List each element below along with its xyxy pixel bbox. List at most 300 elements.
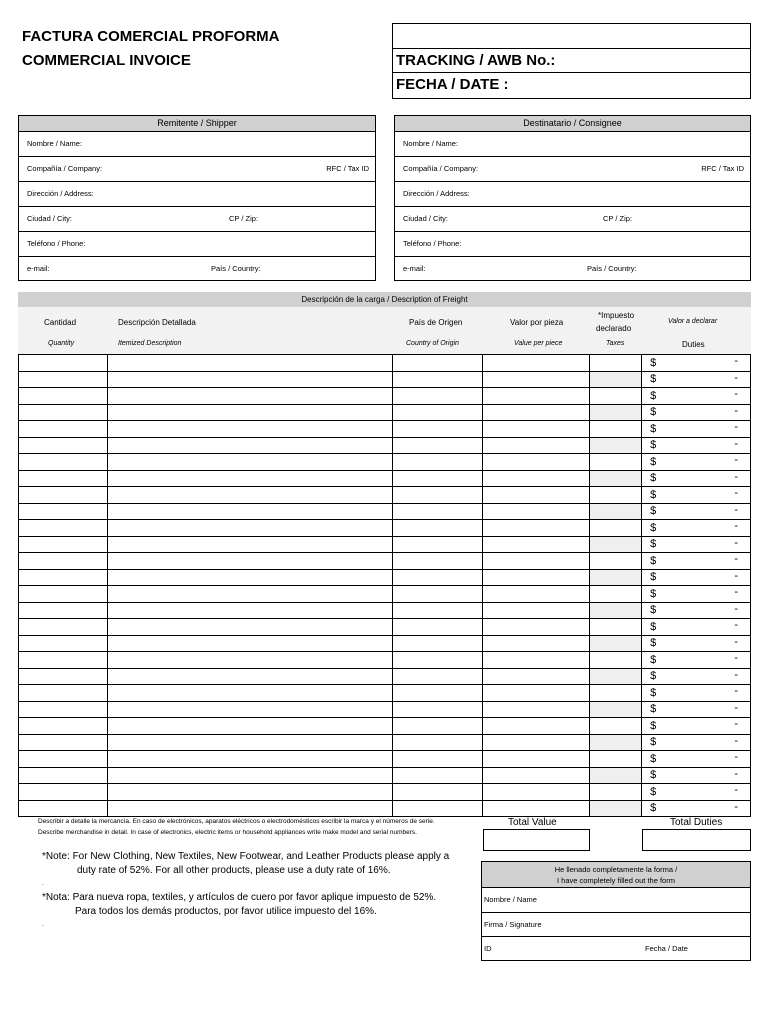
qty-cell[interactable] — [19, 520, 108, 537]
tax-cell[interactable] — [590, 668, 642, 685]
freight-row — [19, 751, 751, 768]
duty-cell[interactable] — [642, 470, 751, 487]
consignee-email-label: e-mail: — [403, 264, 426, 273]
tax-cell[interactable] — [590, 371, 642, 388]
desc-cell[interactable] — [107, 701, 393, 718]
duty-cell[interactable] — [642, 619, 751, 636]
currency-symbol: $ — [650, 406, 657, 419]
shipper-company-field[interactable] — [19, 156, 375, 181]
duty-cell[interactable] — [642, 800, 751, 817]
freight-row — [19, 553, 751, 570]
col-tax-es-2: declarado — [596, 324, 632, 333]
duty-value: - — [734, 569, 738, 582]
origin-cell[interactable] — [393, 652, 483, 669]
date-label[interactable]: FECHA / DATE : — [396, 76, 509, 93]
tax-cell[interactable] — [590, 652, 642, 669]
col-value-es: Valor por pieza — [510, 318, 564, 327]
currency-symbol: $ — [650, 373, 657, 386]
qty-cell[interactable] — [19, 470, 108, 487]
freight-row — [19, 668, 751, 685]
duty-value: - — [734, 371, 738, 384]
value-cell[interactable] — [483, 668, 590, 685]
origin-cell[interactable] — [393, 421, 483, 438]
sign-signature-field[interactable] — [482, 912, 750, 936]
tax-cell[interactable] — [590, 784, 642, 801]
duty-cell[interactable] — [642, 388, 751, 405]
qty-cell[interactable] — [19, 586, 108, 603]
tax-cell[interactable] — [590, 355, 642, 372]
origin-cell[interactable] — [393, 586, 483, 603]
value-cell[interactable] — [483, 503, 590, 520]
currency-symbol: $ — [650, 686, 657, 699]
sign-name-field[interactable] — [482, 887, 750, 912]
freight-row — [19, 569, 751, 586]
currency-symbol: $ — [650, 538, 657, 551]
currency-symbol: $ — [650, 653, 657, 666]
consignee-email-field[interactable] — [395, 256, 750, 281]
consignee-address-field[interactable] — [395, 181, 750, 206]
currency-symbol: $ — [650, 736, 657, 749]
value-cell[interactable] — [483, 734, 590, 751]
tax-cell[interactable] — [590, 520, 642, 537]
origin-cell[interactable] — [393, 404, 483, 421]
desc-cell[interactable] — [107, 437, 393, 454]
duty-value: - — [734, 355, 738, 367]
value-cell[interactable] — [483, 586, 590, 603]
currency-symbol: $ — [650, 505, 657, 518]
qty-cell[interactable] — [19, 437, 108, 454]
qty-cell[interactable] — [19, 355, 108, 372]
tax-cell[interactable] — [590, 388, 642, 405]
qty-cell[interactable] — [19, 800, 108, 817]
value-cell[interactable] — [483, 536, 590, 553]
desc-cell[interactable] — [107, 421, 393, 438]
shipper-name-label: Nombre / Name: — [27, 139, 83, 148]
freight-row — [19, 718, 751, 735]
origin-cell[interactable] — [393, 520, 483, 537]
currency-symbol: $ — [650, 422, 657, 435]
origin-cell[interactable] — [393, 487, 483, 504]
note-en-line1: *Note: For New Clothing, New Textiles, New Footwear, and Leather Products please apply a — [42, 851, 450, 862]
qty-cell[interactable] — [19, 718, 108, 735]
desc-cell[interactable] — [107, 652, 393, 669]
desc-cell[interactable] — [107, 355, 393, 372]
duty-cell[interactable] — [642, 421, 751, 438]
freight-row — [19, 437, 751, 454]
duty-cell[interactable] — [642, 454, 751, 471]
origin-cell[interactable] — [393, 635, 483, 652]
qty-cell[interactable] — [19, 454, 108, 471]
value-cell[interactable] — [483, 371, 590, 388]
currency-symbol: $ — [650, 670, 657, 683]
qty-cell[interactable] — [19, 751, 108, 768]
sign-signature-label: Firma / Signature — [484, 920, 542, 929]
value-cell[interactable] — [483, 652, 590, 669]
freight-row — [19, 734, 751, 751]
origin-cell[interactable] — [393, 800, 483, 817]
tax-cell[interactable] — [590, 800, 642, 817]
duty-cell[interactable] — [642, 586, 751, 603]
origin-cell[interactable] — [393, 718, 483, 735]
freight-row — [19, 520, 751, 537]
duty-value: - — [734, 767, 738, 780]
qty-cell[interactable] — [19, 652, 108, 669]
duty-value: - — [734, 701, 738, 714]
duty-value: - — [734, 602, 738, 615]
qty-cell[interactable] — [19, 635, 108, 652]
qty-cell[interactable] — [19, 487, 108, 504]
duty-value: - — [734, 586, 738, 598]
origin-cell[interactable] — [393, 767, 483, 784]
origin-cell[interactable] — [393, 503, 483, 520]
freight-row — [19, 388, 751, 405]
shipper-country-label: País / Country: — [211, 264, 261, 273]
note-es-line2: Para todos los demás productos, por favor utilice impuesto del 16%. — [75, 906, 377, 917]
freight-title: Descripción de la carga / Description of Freight — [18, 292, 751, 307]
value-cell[interactable] — [483, 454, 590, 471]
desc-cell[interactable] — [107, 734, 393, 751]
sign-id-field[interactable] — [482, 936, 750, 960]
consignee-city-field[interactable] — [395, 206, 750, 231]
shipper-name-field[interactable] — [19, 131, 375, 156]
origin-cell[interactable] — [393, 355, 483, 372]
tax-cell[interactable] — [590, 503, 642, 520]
value-cell[interactable] — [483, 635, 590, 652]
total-value-label: Total Value — [508, 817, 557, 828]
total-duties-label: Total Duties — [670, 817, 723, 828]
col-tax-es-1: *Impuesto — [598, 311, 635, 320]
duty-cell[interactable] — [642, 751, 751, 768]
consignee-taxid-label: RFC / Tax ID — [701, 164, 744, 173]
shipper-company-label: Compañía / Company: — [27, 164, 103, 173]
duty-cell[interactable] — [642, 569, 751, 586]
duty-value: - — [734, 437, 738, 450]
tax-cell[interactable] — [590, 718, 642, 735]
duty-cell[interactable] — [642, 520, 751, 537]
shipper-phone-label: Teléfono / Phone: — [27, 239, 86, 248]
consignee-company-field[interactable] — [395, 156, 750, 181]
shipper-city-label: Ciudad / City: — [27, 214, 73, 223]
desc-cell[interactable] — [107, 487, 393, 504]
sign-id-label: ID — [484, 944, 492, 953]
value-cell[interactable] — [483, 701, 590, 718]
origin-cell[interactable] — [393, 602, 483, 619]
qty-cell[interactable] — [19, 388, 108, 405]
freight-row — [19, 470, 751, 487]
duty-value: - — [734, 619, 738, 631]
duty-cell[interactable] — [642, 685, 751, 702]
duty-cell[interactable] — [642, 734, 751, 751]
duty-cell[interactable] — [642, 602, 751, 619]
tax-cell[interactable] — [590, 553, 642, 570]
currency-symbol: $ — [650, 637, 657, 650]
freight-row — [19, 503, 751, 520]
value-cell[interactable] — [483, 800, 590, 817]
sign-title-2: I have completely filled out the form — [557, 876, 675, 885]
col-origin-en: Country of Origin — [406, 340, 459, 347]
consignee-name-label: Nombre / Name: — [403, 139, 459, 148]
currency-symbol: $ — [650, 752, 657, 765]
tracking-blank-field[interactable] — [393, 24, 750, 49]
sign-date-label: Fecha / Date — [645, 944, 688, 953]
currency-symbol: $ — [650, 488, 657, 501]
desc-cell[interactable] — [107, 784, 393, 801]
duty-cell[interactable] — [642, 701, 751, 718]
desc-cell[interactable] — [107, 536, 393, 553]
signature-box — [481, 861, 751, 961]
origin-cell[interactable] — [393, 734, 483, 751]
freight-row — [19, 602, 751, 619]
desc-cell[interactable] — [107, 569, 393, 586]
desc-cell[interactable] — [107, 404, 393, 421]
qty-cell[interactable] — [19, 685, 108, 702]
tracking-label[interactable]: TRACKING / AWB No.: — [393, 49, 750, 73]
consignee-phone-field[interactable] — [395, 231, 750, 256]
currency-symbol: $ — [650, 455, 657, 468]
tax-cell[interactable] — [590, 602, 642, 619]
freight-row — [19, 767, 751, 784]
tax-cell[interactable] — [590, 487, 642, 504]
qty-cell[interactable] — [19, 668, 108, 685]
duty-value: - — [734, 734, 738, 747]
duty-value: - — [734, 470, 738, 483]
consignee-phone-label: Teléfono / Phone: — [403, 239, 462, 248]
origin-cell[interactable] — [393, 470, 483, 487]
note-dot-2: . — [42, 921, 44, 928]
shipper-box — [18, 115, 376, 281]
desc-cell[interactable] — [107, 718, 393, 735]
duty-value: - — [734, 536, 738, 549]
qty-cell[interactable] — [19, 734, 108, 751]
value-cell[interactable] — [483, 553, 590, 570]
value-cell[interactable] — [483, 767, 590, 784]
shipper-address-field[interactable] — [19, 181, 375, 206]
freight-row — [19, 635, 751, 652]
col-tax-en: Taxes — [606, 340, 625, 347]
desc-cell[interactable] — [107, 668, 393, 685]
duty-cell[interactable] — [642, 371, 751, 388]
shipper-email-label: e-mail: — [27, 264, 50, 273]
tax-cell[interactable] — [590, 470, 642, 487]
qty-cell[interactable] — [19, 701, 108, 718]
qty-cell[interactable] — [19, 421, 108, 438]
duty-cell[interactable] — [642, 404, 751, 421]
desc-cell[interactable] — [107, 602, 393, 619]
currency-symbol: $ — [650, 356, 657, 369]
desc-cell[interactable] — [107, 520, 393, 537]
currency-symbol: $ — [650, 802, 657, 815]
freight-row — [19, 701, 751, 718]
desc-cell[interactable] — [107, 619, 393, 636]
value-cell[interactable] — [483, 520, 590, 537]
note-dot-1: . — [42, 880, 44, 887]
duty-cell[interactable] — [642, 784, 751, 801]
origin-cell[interactable] — [393, 553, 483, 570]
qty-cell[interactable] — [19, 619, 108, 636]
origin-cell[interactable] — [393, 701, 483, 718]
duty-cell[interactable] — [642, 718, 751, 735]
origin-cell[interactable] — [393, 454, 483, 471]
total-value-field[interactable] — [483, 829, 590, 851]
qty-cell[interactable] — [19, 371, 108, 388]
currency-symbol: $ — [650, 472, 657, 485]
freight-row — [19, 404, 751, 421]
duty-cell[interactable] — [642, 503, 751, 520]
title-en: COMMERCIAL INVOICE — [22, 52, 191, 69]
consignee-title: Destinatario / Consignee — [395, 116, 750, 131]
value-cell[interactable] — [483, 437, 590, 454]
desc-cell[interactable] — [107, 470, 393, 487]
origin-cell[interactable] — [393, 388, 483, 405]
duty-cell[interactable] — [642, 355, 751, 372]
desc-cell[interactable] — [107, 553, 393, 570]
desc-cell[interactable] — [107, 800, 393, 817]
duty-value: - — [734, 404, 738, 417]
origin-cell[interactable] — [393, 371, 483, 388]
qty-cell[interactable] — [19, 553, 108, 570]
duty-value: - — [734, 421, 738, 433]
consignee-address-label: Dirección / Address: — [403, 189, 470, 198]
title-es: FACTURA COMERCIAL PROFORMA — [22, 28, 280, 45]
freight-row — [19, 454, 751, 471]
currency-symbol: $ — [650, 769, 657, 782]
duty-value: - — [734, 784, 738, 796]
col-qty-es: Cantidad — [44, 318, 77, 327]
desc-cell[interactable] — [107, 685, 393, 702]
qty-cell[interactable] — [19, 784, 108, 801]
duty-cell[interactable] — [642, 652, 751, 669]
qty-cell[interactable] — [19, 767, 108, 784]
duty-value: - — [734, 454, 738, 466]
origin-cell[interactable] — [393, 619, 483, 636]
value-cell[interactable] — [483, 784, 590, 801]
shipper-city-field[interactable] — [19, 206, 375, 231]
duty-cell[interactable] — [642, 553, 751, 570]
value-cell[interactable] — [483, 602, 590, 619]
tax-cell[interactable] — [590, 751, 642, 768]
currency-symbol: $ — [650, 604, 657, 617]
tax-cell[interactable] — [590, 454, 642, 471]
freight-row — [19, 652, 751, 669]
consignee-name-field[interactable] — [395, 131, 750, 156]
desc-cell[interactable] — [107, 586, 393, 603]
tax-cell[interactable] — [590, 619, 642, 636]
duty-cell[interactable] — [642, 668, 751, 685]
value-cell[interactable] — [483, 718, 590, 735]
freight-table — [18, 354, 751, 817]
origin-cell[interactable] — [393, 668, 483, 685]
duty-cell[interactable] — [642, 536, 751, 553]
currency-symbol: $ — [650, 719, 657, 732]
freight-row — [19, 586, 751, 603]
shipper-email-field[interactable] — [19, 256, 375, 281]
shipper-zip-label: CP / Zip: — [229, 214, 259, 223]
origin-cell[interactable] — [393, 784, 483, 801]
origin-cell[interactable] — [393, 751, 483, 768]
value-cell[interactable] — [483, 470, 590, 487]
qty-cell[interactable] — [19, 536, 108, 553]
origin-cell[interactable] — [393, 437, 483, 454]
value-cell[interactable] — [483, 355, 590, 372]
tax-cell[interactable] — [590, 437, 642, 454]
shipper-title: Remitente / Shipper — [19, 116, 375, 131]
col-duty-en: Duties — [682, 340, 705, 349]
currency-symbol: $ — [650, 703, 657, 716]
qty-cell[interactable] — [19, 569, 108, 586]
tax-cell[interactable] — [590, 734, 642, 751]
shipper-phone-field[interactable] — [19, 231, 375, 256]
value-cell[interactable] — [483, 619, 590, 636]
note-es-line1: *Nota: Para nueva ropa, textiles, y artículos de cuero por favor aplique impuesto de 52%. — [42, 892, 437, 903]
duty-value: - — [734, 652, 738, 664]
describe-en: Describe merchandise in detail. In case of electronics, electric items or household appliances write make model and serial numbers. — [38, 829, 417, 836]
desc-cell[interactable] — [107, 503, 393, 520]
desc-cell[interactable] — [107, 767, 393, 784]
tax-cell[interactable] — [590, 404, 642, 421]
currency-symbol: $ — [650, 620, 657, 633]
tax-cell[interactable] — [590, 701, 642, 718]
duty-cell[interactable] — [642, 767, 751, 784]
col-duty-es: Valor a declarar — [668, 318, 718, 325]
value-cell[interactable] — [483, 421, 590, 438]
freight-row — [19, 371, 751, 388]
tax-cell[interactable] — [590, 569, 642, 586]
origin-cell[interactable] — [393, 536, 483, 553]
sign-title-1: He llenado completamente la forma / — [554, 865, 678, 874]
qty-cell[interactable] — [19, 404, 108, 421]
origin-cell[interactable] — [393, 685, 483, 702]
desc-cell[interactable] — [107, 454, 393, 471]
desc-cell[interactable] — [107, 388, 393, 405]
value-cell[interactable] — [483, 685, 590, 702]
describe-es: Describir a detalle la mercancía. En caso de electrónicos, aparatos eléctricos o electrodomésticos escribir la marca y el números de serie. — [38, 818, 435, 825]
origin-cell[interactable] — [393, 569, 483, 586]
value-cell[interactable] — [483, 388, 590, 405]
tax-cell[interactable] — [590, 536, 642, 553]
tax-cell[interactable] — [590, 635, 642, 652]
value-cell[interactable] — [483, 404, 590, 421]
freight-row — [19, 487, 751, 504]
sign-name-label: Nombre / Name — [484, 895, 537, 904]
currency-symbol: $ — [650, 587, 657, 600]
duty-value: - — [734, 668, 738, 681]
tax-cell[interactable] — [590, 586, 642, 603]
freight-header — [18, 292, 751, 354]
total-duties-field[interactable] — [642, 829, 751, 851]
qty-cell[interactable] — [19, 503, 108, 520]
currency-symbol: $ — [650, 389, 657, 402]
desc-cell[interactable] — [107, 371, 393, 388]
desc-cell[interactable] — [107, 635, 393, 652]
desc-cell[interactable] — [107, 751, 393, 768]
duty-cell[interactable] — [642, 487, 751, 504]
duty-cell[interactable] — [642, 635, 751, 652]
tax-cell[interactable] — [590, 767, 642, 784]
value-cell[interactable] — [483, 487, 590, 504]
tracking-box — [392, 23, 751, 99]
tax-cell[interactable] — [590, 421, 642, 438]
shipper-taxid-label: RFC / Tax ID — [326, 164, 369, 173]
consignee-zip-label: CP / Zip: — [603, 214, 633, 223]
consignee-box — [394, 115, 751, 281]
tax-cell[interactable] — [590, 685, 642, 702]
value-cell[interactable] — [483, 751, 590, 768]
qty-cell[interactable] — [19, 602, 108, 619]
freight-row — [19, 536, 751, 553]
value-cell[interactable] — [483, 569, 590, 586]
duty-cell[interactable] — [642, 437, 751, 454]
duty-value: - — [734, 718, 738, 730]
